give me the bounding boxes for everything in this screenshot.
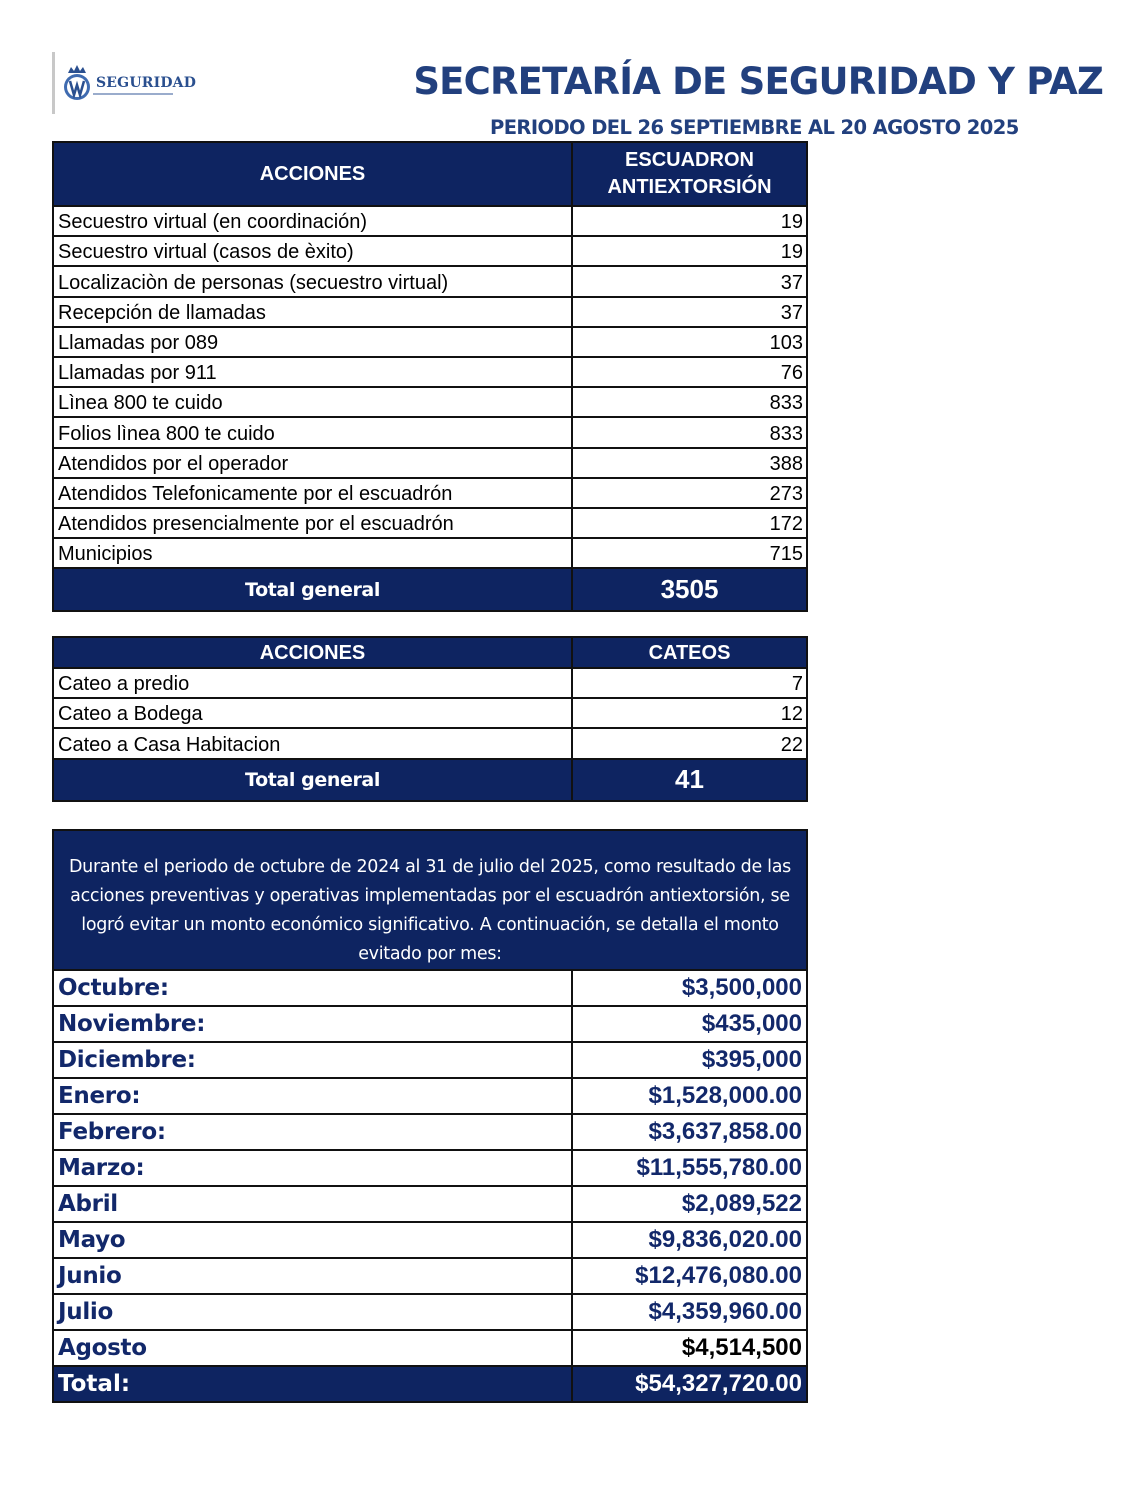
table-row (53, 1186, 807, 1222)
action-count: 37 (572, 266, 807, 296)
intro-row (53, 830, 807, 970)
month-amount: $9,836,020.00 (572, 1222, 807, 1258)
month-amount: $2,089,522 (572, 1186, 807, 1222)
action-count: 388 (572, 448, 807, 478)
action-label: Municipios (53, 538, 572, 568)
table-row (53, 1114, 807, 1150)
month-amount: $435,000 (572, 1006, 807, 1042)
action-label: Llamadas por 089 (53, 327, 572, 357)
total-amount: $54,327,720.00 (572, 1366, 807, 1402)
action-label: Recepción de llamadas (53, 297, 572, 327)
month-amount: $3,500,000 (572, 970, 807, 1006)
month-label: Diciembre: (53, 1042, 572, 1078)
table-row (53, 266, 807, 296)
logo (52, 52, 196, 114)
action-count: 172 (572, 508, 807, 538)
action-count: 833 (572, 387, 807, 417)
total-row (53, 1366, 807, 1402)
action-count: 12 (572, 698, 807, 728)
action-count: 715 (572, 538, 807, 568)
month-label: Mayo (53, 1222, 572, 1258)
month-label: Noviembre: (53, 1006, 572, 1042)
total-label: Total: (53, 1366, 572, 1402)
table-row (53, 1330, 807, 1366)
table-row (53, 1222, 807, 1258)
table-row (53, 1078, 807, 1114)
total-row (53, 568, 807, 611)
total-label: Total general (53, 568, 572, 611)
action-label: Lìnea 800 te cuido (53, 387, 572, 417)
action-label: Secuestro virtual (casos de èxito) (53, 236, 572, 266)
table-row (53, 417, 807, 447)
antiextortion-actions-table (52, 141, 808, 612)
action-label: Atendidos presencialmente por el escuadrón (53, 508, 572, 538)
month-amount: $395,000 (572, 1042, 807, 1078)
table-row (53, 387, 807, 417)
action-count: 7 (572, 668, 807, 698)
month-label: Abril (53, 1186, 572, 1222)
table-row (53, 1042, 807, 1078)
table-row (53, 538, 807, 568)
table-header-row (53, 637, 807, 668)
table-row (53, 478, 807, 508)
action-label: Llamadas por 911 (53, 357, 572, 387)
table-row (53, 327, 807, 357)
header-acciones: ACCIONES (53, 637, 572, 668)
logo-divider (52, 52, 55, 114)
action-count: 37 (572, 297, 807, 327)
action-count: 833 (572, 417, 807, 447)
page-title: SECRETARÍA DE SEGURIDAD Y PAZ (413, 60, 1103, 103)
header-cateos: CATEOS (572, 637, 807, 668)
action-count: 19 (572, 206, 807, 236)
action-label: Cateo a Casa Habitacion (53, 728, 572, 758)
table-row (53, 1006, 807, 1042)
action-label: Atendidos Telefonicamente por el escuadrón (53, 478, 572, 508)
shield-crown-emblem-icon (60, 63, 94, 103)
action-count: 273 (572, 478, 807, 508)
table-row (53, 297, 807, 327)
action-label: Atendidos por el operador (53, 448, 572, 478)
table-row (53, 1294, 807, 1330)
action-label: Folios lìnea 800 te cuido (53, 417, 572, 447)
month-amount: $3,637,858.00 (572, 1114, 807, 1150)
month-label: Enero: (53, 1078, 572, 1114)
month-label: Octubre: (53, 970, 572, 1006)
action-label: Localizaciòn de personas (secuestro virtual) (53, 266, 572, 296)
action-count: 103 (572, 327, 807, 357)
action-count: 19 (572, 236, 807, 266)
table-header-row (53, 142, 807, 206)
intro-paragraph: Durante el periodo de octubre de 2024 al 31 de julio del 2025, como resultado de las acciones preventivas y operativas implementadas por el escuadrón antiextorsión, se logró evitar un monto económico significativo. A continuación, se detalla el monto evitado por mes: (53, 830, 807, 970)
table-row (53, 206, 807, 236)
table-row (53, 508, 807, 538)
table-row (53, 970, 807, 1006)
month-amount: $4,359,960.00 (572, 1294, 807, 1330)
table-row (53, 1150, 807, 1186)
month-amount: $12,476,080.00 (572, 1258, 807, 1294)
action-count: 22 (572, 728, 807, 758)
total-row (53, 759, 807, 801)
period-subtitle: PERIODO DEL 26 SEPTIEMBRE AL 20 AGOSTO 2025 (490, 116, 1019, 139)
avoided-amounts-table (52, 829, 808, 1403)
table-row (53, 668, 807, 698)
month-label: Marzo: (53, 1150, 572, 1186)
table-row (53, 1258, 807, 1294)
month-label: Junio (53, 1258, 572, 1294)
total-value: 3505 (572, 568, 807, 611)
action-label: Cateo a Bodega (53, 698, 572, 728)
total-value: 41 (572, 759, 807, 801)
table-row (53, 236, 807, 266)
logo-text: SEGURIDAD (96, 75, 197, 91)
action-count: 76 (572, 357, 807, 387)
month-amount: $11,555,780.00 (572, 1150, 807, 1186)
month-label: Febrero: (53, 1114, 572, 1150)
action-label: Cateo a predio (53, 668, 572, 698)
month-amount: $1,528,000.00 (572, 1078, 807, 1114)
month-amount: $4,514,500 (572, 1330, 807, 1366)
month-label: Agosto (53, 1330, 572, 1366)
logo-tagline (93, 93, 173, 95)
month-label: Julio (53, 1294, 572, 1330)
table-row (53, 448, 807, 478)
table-row (53, 357, 807, 387)
action-label: Secuestro virtual (en coordinación) (53, 206, 572, 236)
header-escuadron: ESCUADRON ANTIEXTORSIÓN (572, 142, 807, 206)
table-row (53, 728, 807, 758)
header-acciones: ACCIONES (53, 142, 572, 206)
table-row (53, 698, 807, 728)
total-label: Total general (53, 759, 572, 801)
searches-table (52, 636, 808, 802)
